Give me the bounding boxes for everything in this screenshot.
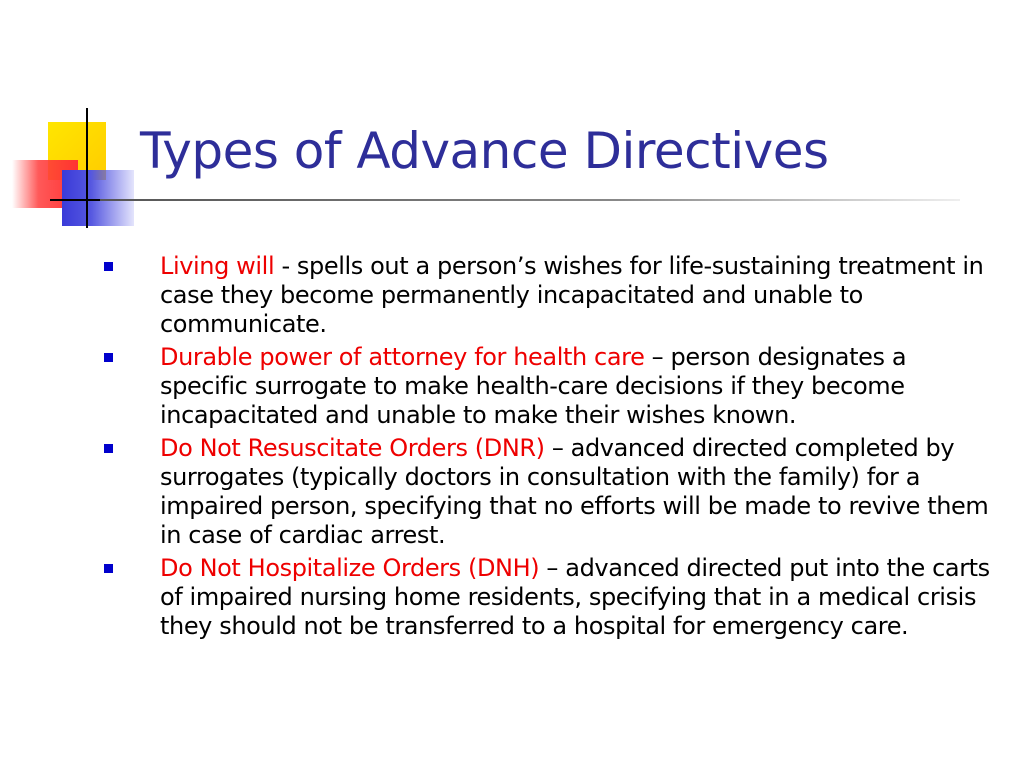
square-bullet-icon	[104, 353, 113, 362]
bullet-description: – person designates a specific surrogate to make health-care decisions if they become incapacitated and unable to make their wishes known.	[160, 343, 907, 429]
vertical-line-decoration	[86, 108, 88, 228]
blue-square-decoration	[62, 170, 134, 226]
bullet-term: Do Not Hospitalize Orders (DNH)	[160, 554, 540, 582]
square-bullet-icon	[104, 262, 113, 271]
bullet-description: – advanced directed completed by surrogates (typically doctors in consultation with the family) for a impaired person, specifying that no efforts will be made to revive them in case of cardiac arrest.	[160, 434, 989, 549]
bullet-term: Do Not Resuscitate Orders (DNR)	[160, 434, 545, 462]
logo-squares-decoration	[0, 0, 170, 240]
slide-title: Types of Advance Directives	[140, 122, 829, 180]
square-bullet-icon	[104, 564, 113, 573]
bullet-term: Living will	[160, 252, 275, 280]
bullet-item-dnh	[100, 554, 1000, 641]
bullet-item-durable-power-of-attorney	[100, 343, 1000, 430]
title-underline	[100, 199, 960, 201]
bullet-item-living-will	[100, 252, 1000, 339]
bullet-item-dnr	[100, 434, 1000, 550]
bullet-description: - spells out a person’s wishes for life-sustaining treatment in case they become permanently incapacitated and unable to communicate.	[160, 252, 984, 338]
bullet-description: – advanced directed put into the carts of impaired nursing home residents, specifying that in a medical crisis they should not be transferred to a hospital for emergency care.	[160, 554, 990, 640]
square-bullet-icon	[104, 444, 113, 453]
bullet-term: Durable power of attorney for health care	[160, 343, 645, 371]
bullet-list	[100, 252, 1000, 645]
